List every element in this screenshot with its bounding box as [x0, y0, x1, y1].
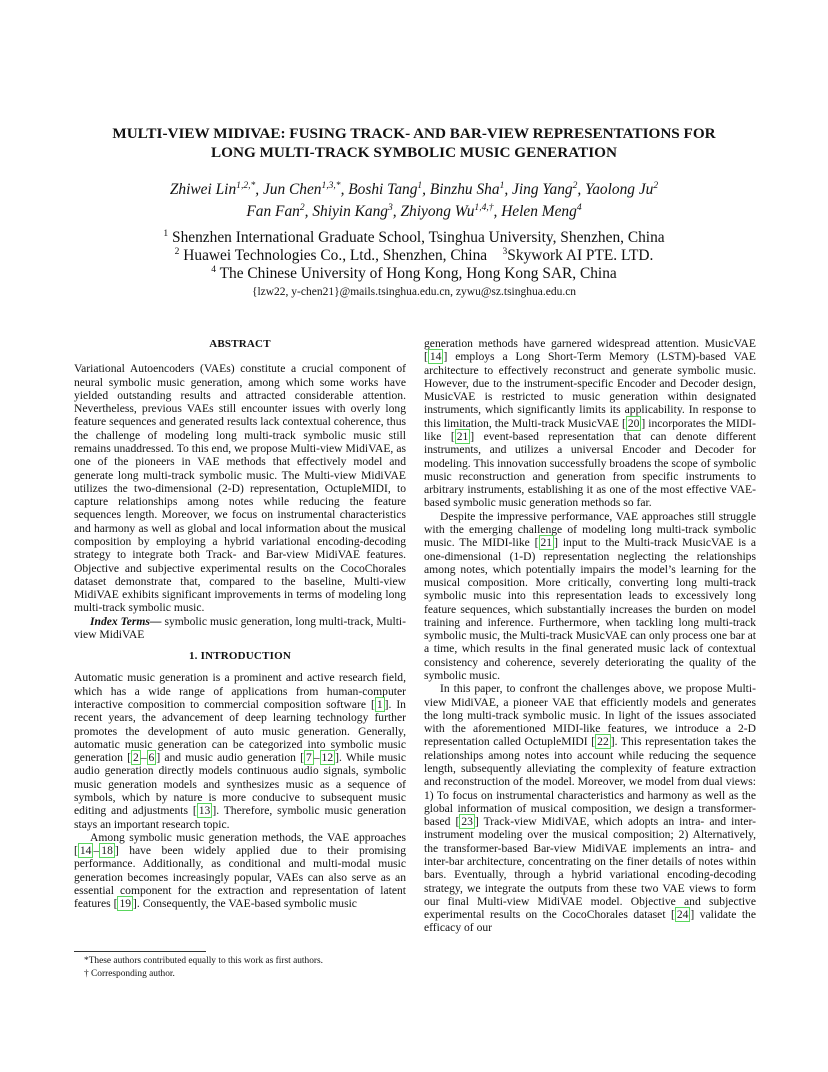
authors-line-2: Fan Fan$^2$, Shiyin Kang$^3$, Zhiyong $Wu^{1,4,\dagger}$, Helen Meng$^4$: [246, 201, 582, 220]
author-list: [80, 179, 748, 223]
paper-title: [80, 124, 748, 162]
citation-link[interactable]: 22: [597, 735, 609, 749]
intro-paragraph-4: Despite the impressive performance, VAE approaches still struggle with the emerging challenge of modeling long multi-track symbolic music. The MIDI-like [ 21 ] input to the Multi-track MusicVAE is a one-dimensional (1-D) representation neglecting the relationships among notes, which potentially impairs the model’s learning for the musical composition. More critically, converting long multi-track symbolic music into this representation leads to excessively long feature sequences, which substantially increases the burden on model training and inference. Furthermore, when tackling long multi-track symbolic music, the Multi-track MusicVAE can only process one bar at a time, which results in the final generated music lack of contextual consistency and coherence, severely deteriorating the quality of the symbolic music.: [424, 509, 756, 683]
citation-link[interactable]: 12: [321, 751, 334, 765]
footnote-corresponding-author: † Corresponding author.: [84, 969, 175, 979]
citation-link[interactable]: 14: [79, 844, 92, 858]
arxiv-stamp: [2, 290, 62, 730]
author: Zhiyong $Wu^{1,4,\dagger}$: [400, 201, 494, 220]
citation-link[interactable]: 19: [119, 897, 132, 911]
citation-link[interactable]: 24: [676, 908, 689, 922]
title-line-2: LONG MULTI-TRACK SYMBOLIC MUSIC GENERATION: [211, 144, 617, 161]
author-emails: {lzw22, y-chen21}@mails.tsinghua.edu.cn, zywu@sz.tsinghua.edu.cn: [251, 286, 577, 298]
affiliation-4: $^4$ The Chinese University of Hong Kong, Hong Kong SAR, China: [211, 263, 617, 282]
footnote-equal-contribution: *These authors contributed equally to this work as first authors.: [84, 956, 324, 966]
author: Binzhu Sha$^1$: [429, 179, 505, 198]
intro-paragraph-3: generation methods have garnered widespread attention. MusicVAE [ 14 ] employs a Long Short-Term Memory (LSTM)-based VAE architecture to effectively reconstruct and generate symbolic music. However, due to the instrument-specific Encoder and Decoder design, MusicVAE is restricted to music generation within designated instruments, which significantly limits its applicability. In response to this limitation, the Multi-track MusicVAE [ 20 ] incorporates the MIDI-like [ 21 ] event-based representation that can denote different instruments, and utilizes a universal Encoder and Decoder for modeling. This innovation successfully broadens the scope of symbolic music reconstruction and generation from specific instruments to arbitrary instruments, establishing it as one of the most effective VAE-based symbolic music generation methods so far.: [424, 337, 756, 510]
intro-paragraph-1: Automatic music generation is a prominent and active research field, which has a wide range of applications from human-computer interactive composition to commercial composition software [ 1 ]. In recent years, the advancement of deep learning technology further promotes the development of auto music generation. Generally, automatic music generation can be categorized into symbolic music generation [ 2 – 6 ] and music audio generation [ 7 – 12 ]. While music audio generation directly models continuous audio signals, symbolic music generation models and synthesizes music as a sequence of symbols, which by nature is more conducive to subsequent music editing and adjustments [ 13 ]. Therefore, symbolic music generation stays an important research topic.: [74, 671, 406, 831]
citation-link[interactable]: 1: [376, 698, 383, 712]
author: Zhiwei Lin$^{1,2,*}$: [169, 179, 256, 198]
citation-link[interactable]: 21: [540, 536, 553, 550]
citation-link[interactable]: 20: [627, 416, 640, 430]
abstract-heading: ABSTRACT: [209, 338, 271, 350]
affiliation-1: $^1$ Shenzhen International Graduate School, Tsinghua University, Shenzhen, China: [163, 227, 665, 246]
author: Yaolong Ju$^2$: [585, 179, 659, 198]
index-terms-text: symbolic music generation, long multi-track, Multi-view MidiVAE: [74, 614, 407, 641]
abstract-text: Variational Autoencoders (VAEs) constitute a crucial component of neural symbolic music generation, among which some works have yielded outstanding results and attracted considerable attention. Nevertheless, previous VAEs still encounter issues with overly long feature sequences and generated results lack contextual coherence, thus the challenge of modeling long multi-track symbolic music still remains unaddressed. To this end, we propose Multi-view MidiVAE, as one of the pioneers in VAE methods that effectively model and generate long multi-track symbolic music. The Multi-view MidiVAE utilizes the two-dimensional (2-D) representation, OctupleMIDI, to capture relationships among notes while reducing the feature sequences length. Moreover, we focus on instrumental characteristics and harmony as well as global and local information about the musical composition by employing a hybrid variational encoding-decoding strategy to integrate both Track- and Bar-view MidiVAE features. Objective and subjective experimental results on the CocoChorales dataset demonstrate that, compared to the baseline, Multi-view MidiVAE exhibits significant improvements in terms of modeling long multi-track symbolic music.: [74, 362, 406, 615]
section-heading-introduction: 1. INTRODUCTION: [188, 650, 291, 663]
affiliations: [80, 229, 748, 301]
citation-link[interactable]: 18: [101, 844, 113, 858]
footnote-rule: [74, 951, 206, 952]
intro-paragraph-2: Among symbolic music generation methods, the VAE approaches [ 14 – 18 ] have been widely applied due to their promising performance. Additionally, as conditional and multi-modal music generation becomes increasingly popular, VAEs can also serve as an essential component for the extraction and representation of latent features [ 19 ]. Consequently, the VAE-based symbolic music: [74, 830, 406, 911]
citation-link[interactable]: 13: [198, 804, 211, 818]
citation-link[interactable]: 14: [429, 350, 442, 364]
intro-paragraph-5: In this paper, to confront the challenges above, we propose Multi-view MidiVAE, a pioneer VAE that efficiently models and generates the long multi-track symbolic music. In light of the issues associated with the aforementioned MIDI-like features, we introduce a 2-D representation called OctupleMIDI [ 22 ]. This representation takes the relationships among notes into account while reducing the sequence length, subsequently alleviating the complexity of feature extraction and reconstruction of the model. Moreover, we model from dual views: 1) To focus on instrumental characteristics and harmony as well as the global information of musical composition, we design a transformer-based [ 23 ] Track-view MidiVAE, which adopts an intra- and inter-instrument modeling over the musical composition; 2) Alternatively, the transformer-based Bar-view MidiVAE implements an intra- and inter-bar architecture, concentrating on the finer details of notes within bars. Eventually, through a hybrid variational encoding-decoding strategy, we integrate the outputs from these two VAE views to form our final Multi-view MidiVAE model. Objective and subjective experimental results on the CocoChorales dataset [ 24 ] validate the efficacy of our: [424, 682, 756, 935]
citation-link[interactable]: 2: [132, 751, 139, 765]
citation-link[interactable]: 23: [461, 815, 473, 829]
title-line-1: MULTI-VIEW MIDIVAE: FUSING TRACK- AND BAR-VIEW REPRESENTATIONS FOR: [112, 125, 716, 142]
author: Jun Chen$^{1,3,*}$: [262, 179, 341, 198]
affiliation-2-3: $^2$ Huawei Technologies Co., Ltd., Shenzhen, China $^3$Skywork AI PTE. LTD.: [174, 245, 654, 264]
author: Helen Meng$^4$: [501, 201, 582, 220]
authors-line-1: Zhiwei Lin$^{1,2,*}$, Jun Chen$^{1,3,*}$, Boshi Tang$^1$, Binzhu Sha$^1$, Jing Yang$^2$, Yaolong Ju$^2$: [169, 179, 659, 198]
index-terms-label: Index Terms—: [90, 614, 162, 628]
citation-link[interactable]: 7: [305, 751, 312, 765]
right-column: [424, 337, 756, 935]
citation-link[interactable]: 6: [148, 751, 155, 765]
author: Shiyin Kang$^3$: [312, 201, 393, 220]
citation-link[interactable]: 21: [456, 429, 469, 443]
left-column: [74, 338, 406, 911]
index-terms: [74, 615, 406, 642]
author: Jing Yang$^2$: [512, 179, 578, 198]
author: Fan Fan$^2$: [246, 201, 305, 220]
author: Boshi Tang$^1$: [348, 179, 423, 198]
